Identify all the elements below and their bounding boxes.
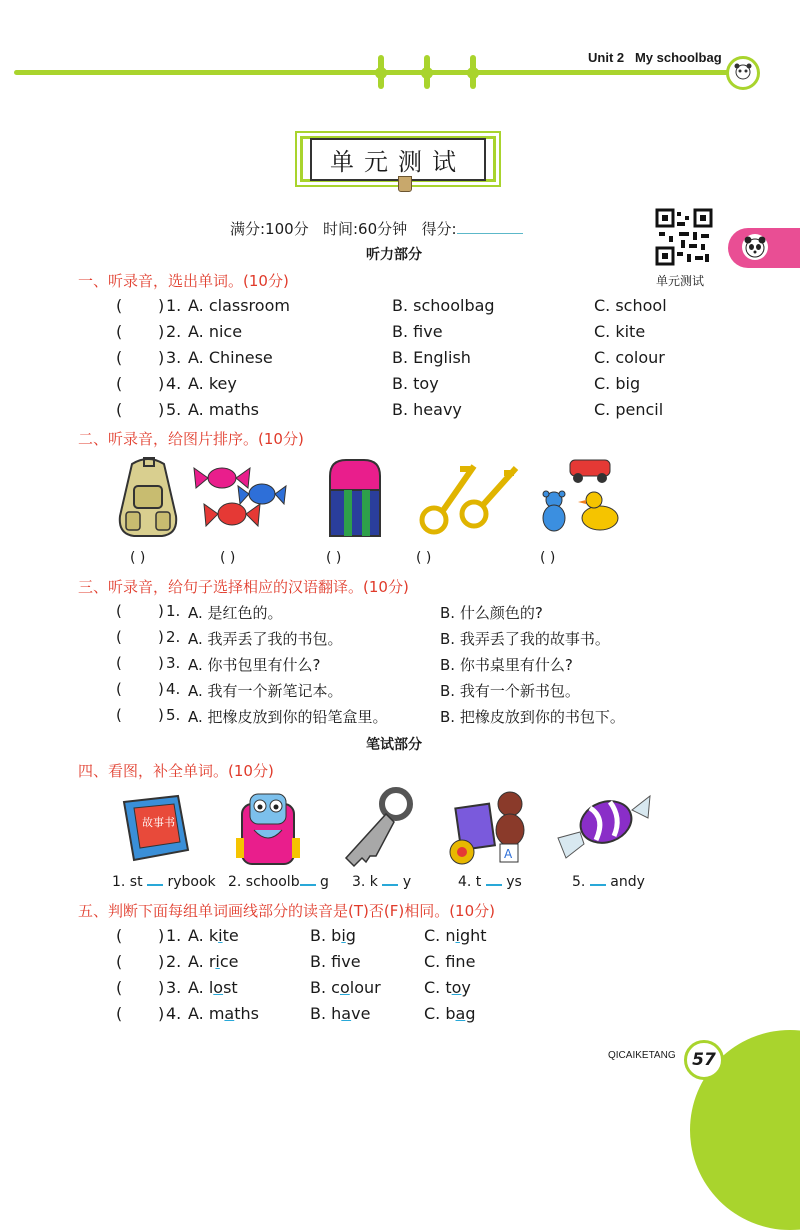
key-picture (340, 786, 416, 874)
keys-picture (416, 456, 524, 542)
order-blank[interactable]: ( ) (540, 550, 556, 566)
brand-label: QICAIKETANG (608, 1050, 676, 1061)
schoolbag-picture (112, 456, 184, 542)
page-number: 57 (684, 1040, 724, 1080)
fill-word-1: 1. st rybook (112, 874, 216, 890)
listening-header: 听力部分 (366, 247, 422, 263)
schoolbag-character-picture (232, 790, 304, 872)
toys-picture (534, 454, 622, 540)
panda-icon (742, 234, 768, 260)
fill-word-5: 5. andy (572, 874, 645, 890)
storybook-cover-text: 故事书 (142, 816, 175, 829)
section5-title: 五、判断下面每组单词画线部分的读音是(T)否(F)相同。(10分) (78, 902, 495, 920)
section4-title: 四、看图，补全单词。(10分) (78, 762, 274, 780)
svg-text:A: A (504, 847, 513, 861)
title-tab-decoration (398, 176, 412, 192)
letter-blank[interactable] (590, 872, 606, 886)
fill-word-4: 4. t ys (458, 874, 522, 890)
order-blank[interactable]: ( ) (130, 550, 146, 566)
binder-pin (378, 55, 384, 89)
section3-title: 三、听录音，给句子选择相应的汉语翻译。(10分) (78, 578, 409, 596)
section1-title: 一、听录音，选出单词。(10分) (78, 272, 289, 290)
toys-box-picture (444, 786, 532, 872)
letter-blank[interactable] (300, 872, 316, 886)
storybook-picture (116, 794, 192, 868)
letter-blank[interactable] (382, 872, 398, 886)
candy-picture (556, 788, 652, 868)
qr-code-icon[interactable] (655, 208, 713, 266)
writing-header: 笔试部分 (366, 737, 422, 753)
binder-pin (424, 55, 430, 89)
fill-word-3: 3. k y (352, 874, 412, 890)
section2-title: 二、听录音，给图片排序。(10分) (78, 430, 304, 448)
eraser-picture (322, 456, 386, 544)
candies-picture (192, 458, 288, 538)
letter-blank[interactable] (147, 872, 163, 886)
binder-pin (470, 55, 476, 89)
order-blank[interactable]: ( ) (220, 550, 236, 566)
letter-blank[interactable] (486, 872, 502, 886)
page-title: 单元测试 (310, 138, 486, 181)
score-blank[interactable] (457, 219, 523, 234)
unit-label: Unit 2 My schoolbag (588, 50, 722, 65)
mascot-icon (726, 56, 760, 90)
order-blank[interactable]: ( ) (326, 550, 342, 566)
order-blank[interactable]: ( ) (416, 550, 432, 566)
score-line: 满分:100分 时间:60分钟 得分: (230, 218, 523, 239)
qr-label: 单元测试 (656, 274, 705, 288)
fill-word-2: 2. schoolb g (228, 874, 329, 890)
